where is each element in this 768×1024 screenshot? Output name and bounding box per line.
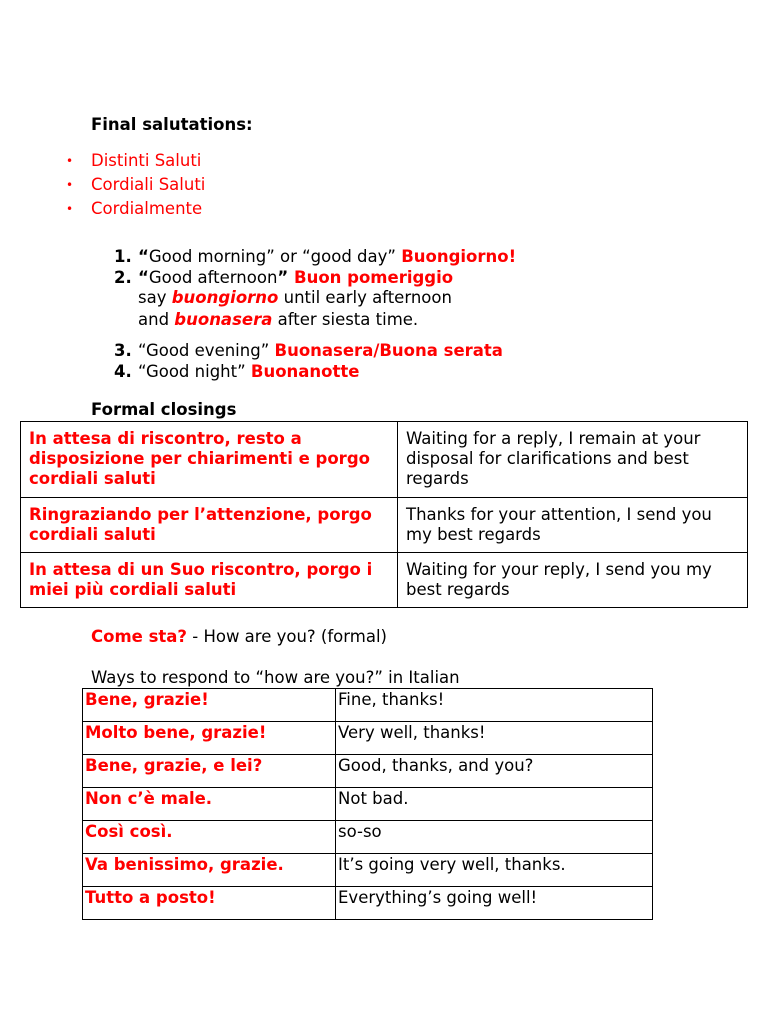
table-row xyxy=(83,887,653,920)
english-cell: Very well, thanks! xyxy=(336,722,653,755)
english-cell: Not bad. xyxy=(336,788,653,821)
english-cell: Waiting for your reply, I send you my best regards xyxy=(398,553,748,608)
italian-cell: In attesa di riscontro, resto a disposizione per chiarimenti e porgo cordiali saluti xyxy=(21,422,398,498)
list-item: • Cordiali Saluti xyxy=(66,175,206,194)
section-title: Final salutations: xyxy=(91,115,253,134)
italian-cell: Bene, grazie! xyxy=(83,689,336,722)
come-sta-line: Come sta? - How are you? (formal) xyxy=(91,627,387,646)
italian-cell: In attesa di un Suo riscontro, porgo i miei più cordiali saluti xyxy=(21,553,398,608)
english-cell: so-so xyxy=(336,821,653,854)
list-item: • Distinti Saluti xyxy=(66,151,202,170)
formal-closings-heading: Formal closings xyxy=(91,400,237,419)
greeting-good-night: 4. “Good night” Buonanotte xyxy=(114,362,360,381)
italian-cell: Molto bene, grazie! xyxy=(83,722,336,755)
english-cell: Fine, thanks! xyxy=(336,689,653,722)
english-cell: Everything’s going well! xyxy=(336,887,653,920)
greeting-good-evening: 3. “Good evening” Buonasera/Buona serata xyxy=(114,341,503,360)
greeting-note-buongiorno: say buongiorno until early afternoon xyxy=(138,288,452,307)
italian-cell: Non c’è male. xyxy=(83,788,336,821)
table-row xyxy=(21,422,748,498)
responses-table xyxy=(82,688,653,920)
ways-heading: Ways to respond to “how are you?” in Italian xyxy=(91,668,460,687)
table-row xyxy=(83,821,653,854)
table-row xyxy=(21,498,748,553)
english-cell: Waiting for a reply, I remain at your disposal for clarifications and best regards xyxy=(398,422,748,498)
english-cell: It’s going very well, thanks. xyxy=(336,854,653,887)
greeting-note-buonasera: and buonasera after siesta time. xyxy=(138,310,419,329)
bullet-icon: • xyxy=(66,178,74,192)
italian-cell: Bene, grazie, e lei? xyxy=(83,755,336,788)
table-row xyxy=(21,553,748,608)
greeting-good-afternoon: 2. “Good afternoon” Buon pomeriggio xyxy=(114,268,454,287)
italian-cell: Così così. xyxy=(83,821,336,854)
salutations-list xyxy=(66,150,205,222)
italian-cell: Ringraziando per l’attenzione, porgo cordiali saluti xyxy=(21,498,398,553)
table-row xyxy=(83,755,653,788)
table-row xyxy=(83,788,653,821)
bullet-icon: • xyxy=(66,202,74,216)
greeting-good-morning: 1. “Good morning” or “good day” Buongiorno! xyxy=(114,247,517,266)
table-row xyxy=(83,689,653,722)
table-row xyxy=(83,854,653,887)
list-item: • Cordialmente xyxy=(66,199,203,218)
english-cell: Good, thanks, and you? xyxy=(336,755,653,788)
italian-cell: Tutto a posto! xyxy=(83,887,336,920)
italian-cell: Va benissimo, grazie. xyxy=(83,854,336,887)
table-row xyxy=(83,722,653,755)
english-cell: Thanks for your attention, I send you my best regards xyxy=(398,498,748,553)
formal-closings-table xyxy=(20,421,748,608)
bullet-icon: • xyxy=(66,154,74,168)
